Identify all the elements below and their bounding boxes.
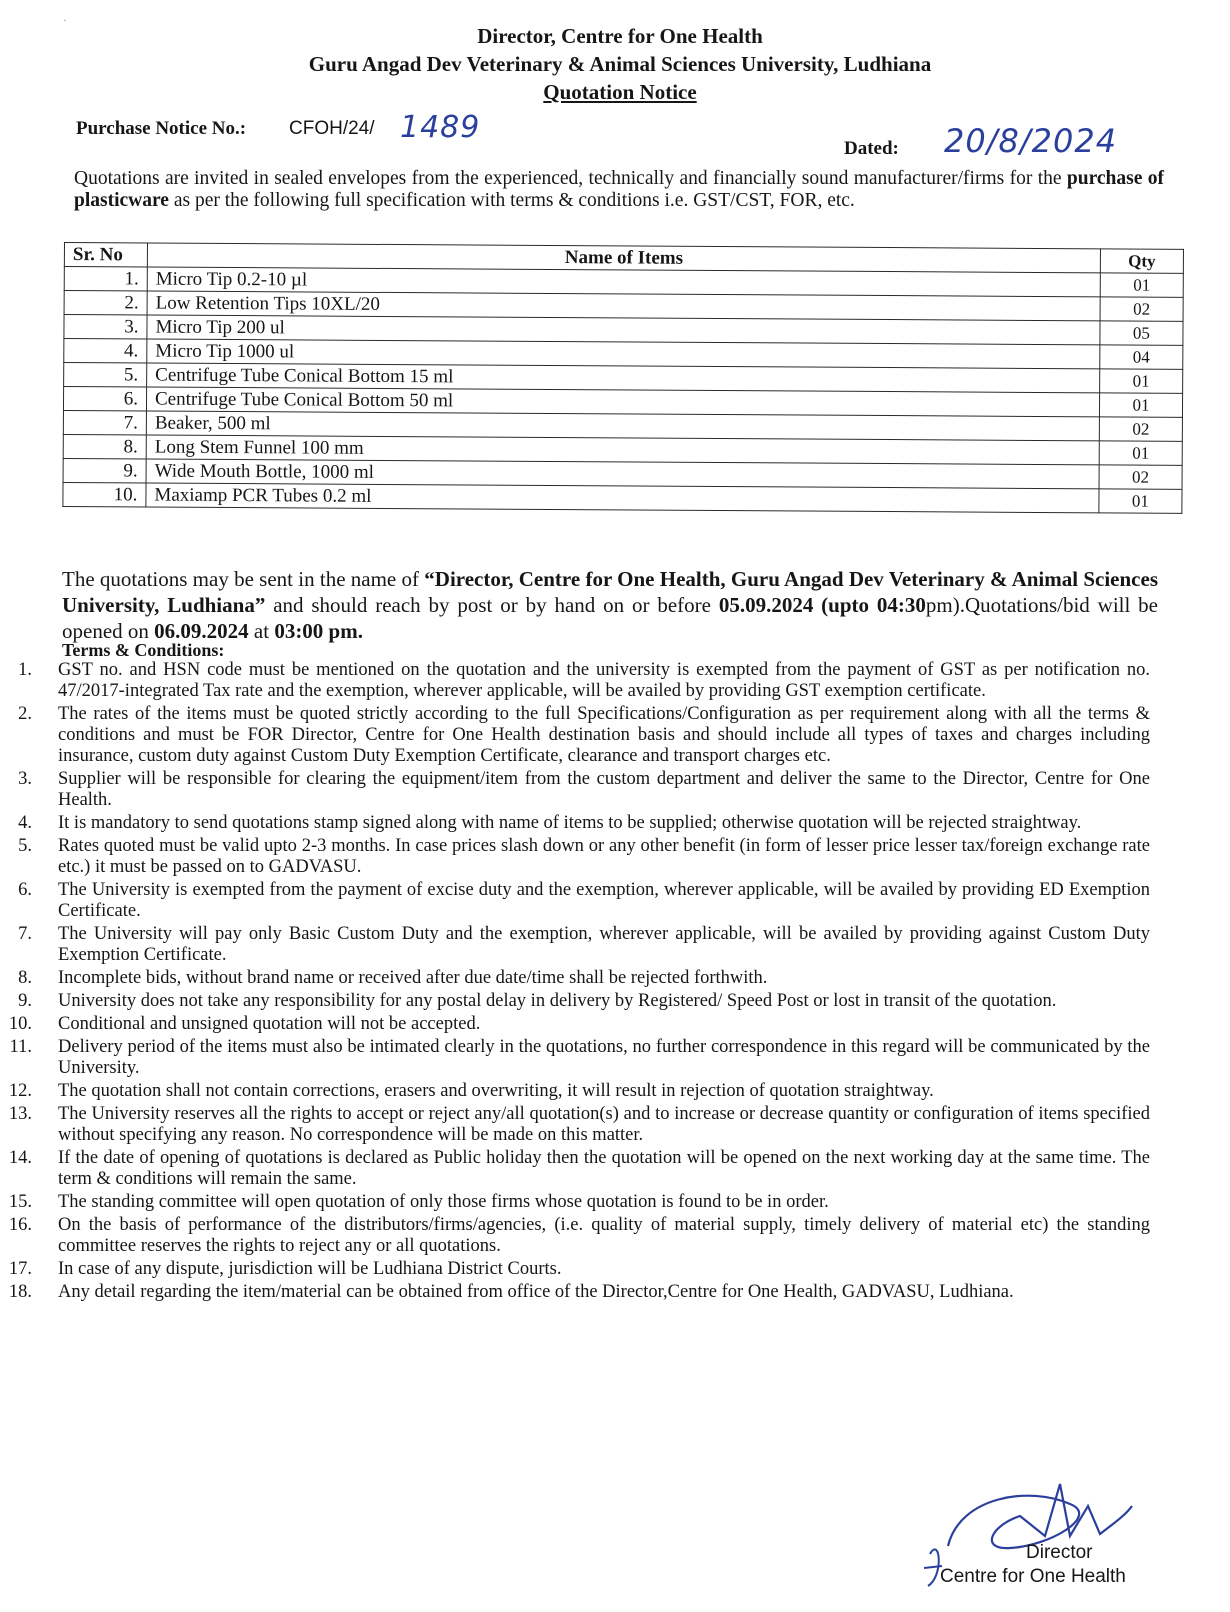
term-number: 3.	[18, 769, 32, 789]
term-text: University does not take any responsibility for any postal delay in delivery by Registered/ Speed Post or lost in transit of the quotation.	[58, 991, 1057, 1011]
term-number: 14.	[8, 1148, 32, 1168]
term-text: The University is exempted from the payment of excise duty and the exemption, wherever applicable, will be availed by providing ED Exemption Certificate.	[58, 880, 1150, 921]
row-qty: 01	[1099, 489, 1182, 514]
term-text: Delivery period of the items must also be intimated clearly in the quotations, no further correspondence in this regard will be communicated by the University.	[58, 1037, 1150, 1078]
header-qty: Qty	[1100, 249, 1183, 274]
term-number: 5.	[18, 836, 32, 856]
list-item	[0, 836, 1150, 878]
submission-text-3: pm).Quotations/bid will be opened on	[62, 593, 1158, 643]
term-text: Supplier will be responsible for clearing the equipment/item from the custom department and deliver the same to the Director, Centre for One Health.	[58, 769, 1150, 810]
term-number: 1.	[18, 660, 32, 680]
purchase-notice-label: Purchase Notice No.:	[76, 118, 247, 139]
intro-paragraph	[74, 168, 1164, 212]
row-sr: 3.	[64, 315, 147, 340]
term-text: The University reserves all the rights to accept or reject any/all quotation(s) and to increase or decrease quantity or configuration of items specified without specifying any reason. No correspondence will be made on this matter.	[58, 1104, 1150, 1145]
row-qty: 01	[1099, 393, 1182, 418]
header-notice-title: Quotation Notice	[543, 80, 697, 104]
terms-title: Terms & Conditions:	[62, 640, 225, 660]
list-item	[0, 991, 1150, 1012]
row-item-name: Centrifuge Tube Conical Bottom 50 ml	[146, 387, 1099, 417]
list-item	[0, 924, 1150, 966]
term-number: 13.	[8, 1104, 32, 1124]
purchase-notice-number: 1489	[400, 110, 481, 145]
header-item-name: Name of Items	[147, 243, 1100, 273]
term-text: Rates quoted must be valid upto 2-3 months. In case prices slash down or any other benefit (in form of lesser price lesser tax/foreign exchange rate etc.) it must be passed on to GADVASU.	[58, 836, 1150, 877]
term-number: 2.	[18, 704, 32, 724]
row-item-name: Micro Tip 0.2-10 µl	[147, 267, 1100, 297]
dated-label: Dated:	[844, 138, 899, 159]
row-sr: 5.	[64, 363, 147, 388]
list-item	[0, 769, 1150, 811]
term-number: 10.	[8, 1014, 32, 1034]
row-qty: 02	[1099, 417, 1182, 442]
term-number: 6.	[18, 880, 32, 900]
term-number: 7.	[18, 924, 32, 944]
submission-text-4: at	[253, 619, 270, 643]
list-item	[0, 704, 1150, 767]
header-sr-no: Sr. No	[64, 243, 147, 268]
list-item	[0, 880, 1150, 922]
list-item	[0, 1259, 1150, 1280]
term-number: 15.	[8, 1192, 32, 1212]
row-qty: 05	[1100, 321, 1183, 346]
row-item-name: Long Stem Funnel 100 mm	[146, 435, 1099, 465]
purchase-notice-prefix: CFOH/24/	[289, 118, 375, 139]
row-qty: 01	[1100, 273, 1183, 298]
header-university-line: Guru Angad Dev Veterinary & Animal Sciences University, Ludhiana	[308, 52, 932, 76]
document-header	[180, 22, 1060, 106]
term-text: On the basis of performance of the distributors/firms/agencies, (i.e. quality of material supply, timely delivery of material etc) the standing committee reserves the rights to reject any or all quotations.	[58, 1215, 1150, 1256]
term-number: 11.	[9, 1037, 32, 1057]
list-item	[0, 1148, 1150, 1190]
header-director-line: Director, Centre for One Health	[477, 24, 763, 48]
list-item	[0, 1215, 1150, 1257]
term-number: 9.	[18, 991, 32, 1011]
term-text: It is mandatory to send quotations stamp signed along with name of items to be supplied; otherwise quotation will be rejected straightway.	[58, 813, 1082, 833]
list-item	[0, 813, 1150, 834]
row-qty: 01	[1100, 369, 1183, 394]
intro-text-1: Quotations are invited in sealed envelopes from the experienced, technically and financially sound manufacturer/firms for the	[74, 168, 1062, 189]
row-item-name: Beaker, 500 ml	[146, 411, 1099, 441]
row-sr: 6.	[63, 387, 146, 412]
row-sr: 8.	[63, 434, 146, 459]
term-text: Incomplete bids, without brand name or received after due date/time shall be rejected forthwith.	[58, 968, 768, 988]
list-item	[0, 1081, 1150, 1102]
signatory-organization: Centre for One Health	[940, 1566, 1126, 1587]
row-qty: 02	[1100, 297, 1183, 322]
submission-paragraph	[62, 566, 1158, 644]
scan-speck: ˙	[62, 18, 68, 32]
opening-time: 03:00 pm.	[274, 619, 363, 643]
term-text: If the date of opening of quotations is declared as Public holiday then the quotation will be opened on the next working day at the same time. The term & conditions will remain the same.	[58, 1148, 1150, 1189]
signature-block	[920, 1476, 1180, 1596]
row-item-name: Micro Tip 200 ul	[147, 315, 1100, 345]
row-qty: 04	[1100, 345, 1183, 370]
notice-info-row	[76, 110, 1156, 176]
row-item-name: Centrifuge Tube Conical Bottom 15 ml	[147, 363, 1100, 393]
term-text: The quotation shall not contain corrections, erasers and overwriting, it will result in rejection of quotation straightway.	[58, 1081, 934, 1101]
row-sr: 4.	[64, 339, 147, 364]
submission-addressee: “Director, Centre for One Health, Guru Angad Dev Veterinary & Animal Sciences University, Ludhiana”	[62, 567, 1158, 617]
term-text: The standing committee will open quotation of only those firms whose quotation is found to be in order.	[58, 1192, 829, 1212]
row-item-name: Wide Mouth Bottle, 1000 ml	[146, 459, 1099, 489]
row-qty: 01	[1099, 441, 1182, 466]
signatory-title: Director	[1026, 1542, 1093, 1563]
term-number: 4.	[18, 813, 32, 833]
row-item-name: Maxiamp PCR Tubes 0.2 ml	[146, 483, 1099, 513]
list-item	[0, 1014, 1150, 1035]
row-sr: 10.	[63, 482, 146, 507]
submission-text-1: The quotations may be sent in the name of	[62, 567, 420, 591]
term-number: 18.	[8, 1282, 32, 1302]
dated-value: 20/8/2024	[944, 122, 1118, 160]
term-text: Conditional and unsigned quotation will not be accepted.	[58, 1014, 481, 1034]
row-sr: 2.	[64, 291, 147, 316]
list-item	[0, 1192, 1150, 1213]
list-item	[0, 1037, 1150, 1079]
row-sr: 7.	[63, 410, 146, 435]
terms-list	[0, 660, 1150, 1305]
submission-text-2: and should reach by post or by hand on or before	[273, 593, 711, 617]
list-item	[0, 1282, 1150, 1303]
list-item	[0, 660, 1150, 702]
intro-bold-purchase: purchase of plasticware	[74, 168, 1164, 211]
list-item	[0, 1104, 1150, 1146]
term-number: 8.	[18, 968, 32, 988]
term-number: 12.	[8, 1081, 32, 1101]
term-text: Any detail regarding the item/material can be obtained from office of the Director,Centre for One Health, GADVASU, Ludhiana.	[58, 1282, 1014, 1302]
row-sr: 9.	[63, 458, 146, 483]
opening-date: 06.09.2024	[154, 619, 249, 643]
row-sr: 1.	[64, 267, 147, 292]
term-number: 17.	[8, 1259, 32, 1279]
term-text: GST no. and HSN code must be mentioned on the quotation and the university is exempted from the payment of GST as per notification no. 47/2017-integrated Tax rate and the exemption, wherever applicable, will be availed by providing GST exemption certificate.	[58, 660, 1150, 701]
term-text: In case of any dispute, jurisdiction will be Ludhiana District Courts.	[58, 1259, 562, 1279]
submission-deadline: 05.09.2024 (upto 04:30	[718, 593, 926, 617]
row-item-name: Low Retention Tips 10XL/20	[147, 291, 1100, 321]
intro-text-2: as per the following full specification with terms & conditions i.e. GST/CST, FOR, etc.	[173, 190, 855, 211]
items-table	[62, 242, 1184, 514]
term-number: 16.	[8, 1215, 32, 1235]
term-text: The rates of the items must be quoted strictly according to the full Specifications/Configuration as per requirement along with all the terms & conditions and must be FOR Director, Centre for One Health destination basis and should include all types of taxes and charges including insurance, custom duty against Custom Duty Exemption Certificate, clearance and transport charges etc.	[58, 704, 1150, 766]
list-item	[0, 968, 1150, 989]
row-item-name: Micro Tip 1000 ul	[147, 339, 1100, 369]
term-text: The University will pay only Basic Custom Duty and the exemption, wherever applicable, will be availed by providing against Custom Duty Exemption Certificate.	[58, 924, 1150, 965]
row-qty: 02	[1099, 465, 1182, 490]
